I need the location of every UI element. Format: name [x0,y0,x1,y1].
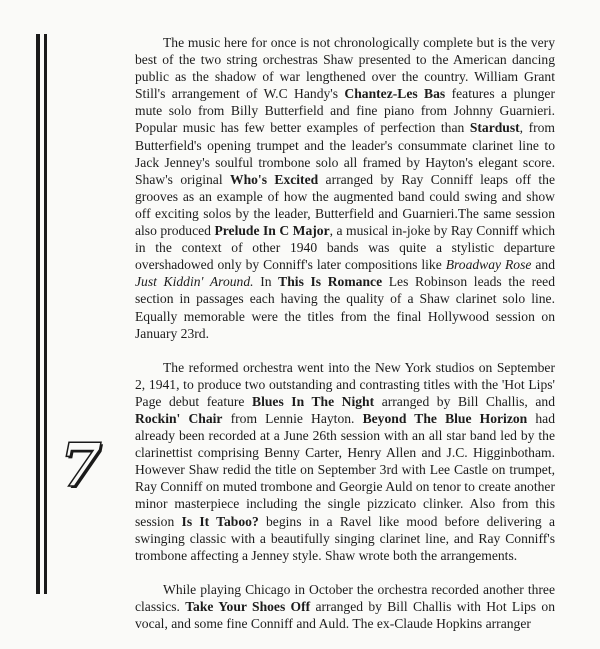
body-text: , a musical in-joke by Ray Conniff which in the context of other 1940 bands was quite a stylistic departure overshadowed only by Conniff's later compositions like [135,223,555,273]
song-title: Blues In The Night [252,393,375,409]
body-text: In [253,274,279,290]
song-title: Stardust [469,120,520,136]
body-text: begins in a Ravel like mood before delivering a swinging classic with a beautifully singing clarinet line, and Ray Conniff's trombone affecting a Jenney style. Shaw wrote both the arrangements. [135,513,555,563]
paragraph-2 [135,359,555,564]
paragraph-3 [135,581,555,632]
body-text: arranged by Bill Challis, and [374,393,555,409]
body-text: Les Robinson leads the reed section in passages each having the quality of a Shaw clarinet solo line. Equally memorable were the titles from the final Hollywood session on January 23rd. [135,274,556,341]
liner-notes-text [135,34,555,649]
song-title: This Is Romance [278,274,383,290]
composition-title: Broadway Rose [445,257,532,273]
body-text: and [531,257,556,273]
song-title: Beyond The Blue Horizon [362,410,528,426]
body-text: The music here for once is not chronologically complete but is the very best of the two string orchestras Shaw presented to the American dancing public as the shadow of war lengthened over the country. William Grant Still's arrangement of W.C Handy's [135,35,555,102]
composition-title: Just Kiddin' Around. [135,274,254,290]
body-text: , from Butterfield's opening trumpet and the leader's consummate clarinet line to Jack Jenney's soulful trombone solo all framed by Hayton's elegant score. Shaw's original [135,120,555,187]
song-title: Prelude In C Major [214,223,330,239]
song-title: Chantez-Les Bas [344,86,446,102]
song-title: Rockin' Chair [135,410,223,426]
page-number: 7 [60,431,102,501]
song-title: Who's Excited [229,171,319,187]
body-text: arranged by Ray Conniff leaps off the grooves as an example of how the augmented band could swing and show off exciting solos by the leader, Butterfield and Guarnieri.The same session also produced [135,171,555,239]
body-text: While playing Chicago in October the orchestra recorded another three classics. [135,581,555,614]
song-title: Is It Taboo? [181,513,259,529]
margin-rule-outer [36,34,40,594]
song-title: Take Your Shoes Off [185,598,311,614]
body-text: had already been recorded at a June 26th session with an all star band led by the clarinettist comprising Benny Carter, Henry Allen and J.C. Higginbotham. However Shaw redid the title on September 3rd with Lee Castle on trumpet, Ray Conniff on muted trombone and Georgie Auld on tenor to create another minor masterpiece including the single pizzicato clinker. Also from this session [135,410,555,529]
body-text: arranged by Bill Challis with Hot Lips on vocal, and some fine Conniff and Auld. The ex-Claude Hopkins arranger [135,598,555,631]
body-text: The reformed orchestra went into the New York studios on September 2, 1941, to produce two outstanding and contrasting titles with the 'Hot Lips' Page debut feature [135,359,555,409]
paragraph-1 [135,34,555,342]
body-text: features a plunger mute solo from Billy Butterfield and fine piano from Johnny Guarnieri. Popular music has few better examples of perfection than [135,86,555,136]
body-text: from Lennie Hayton. [222,410,363,426]
margin-rule-inner [44,34,47,594]
